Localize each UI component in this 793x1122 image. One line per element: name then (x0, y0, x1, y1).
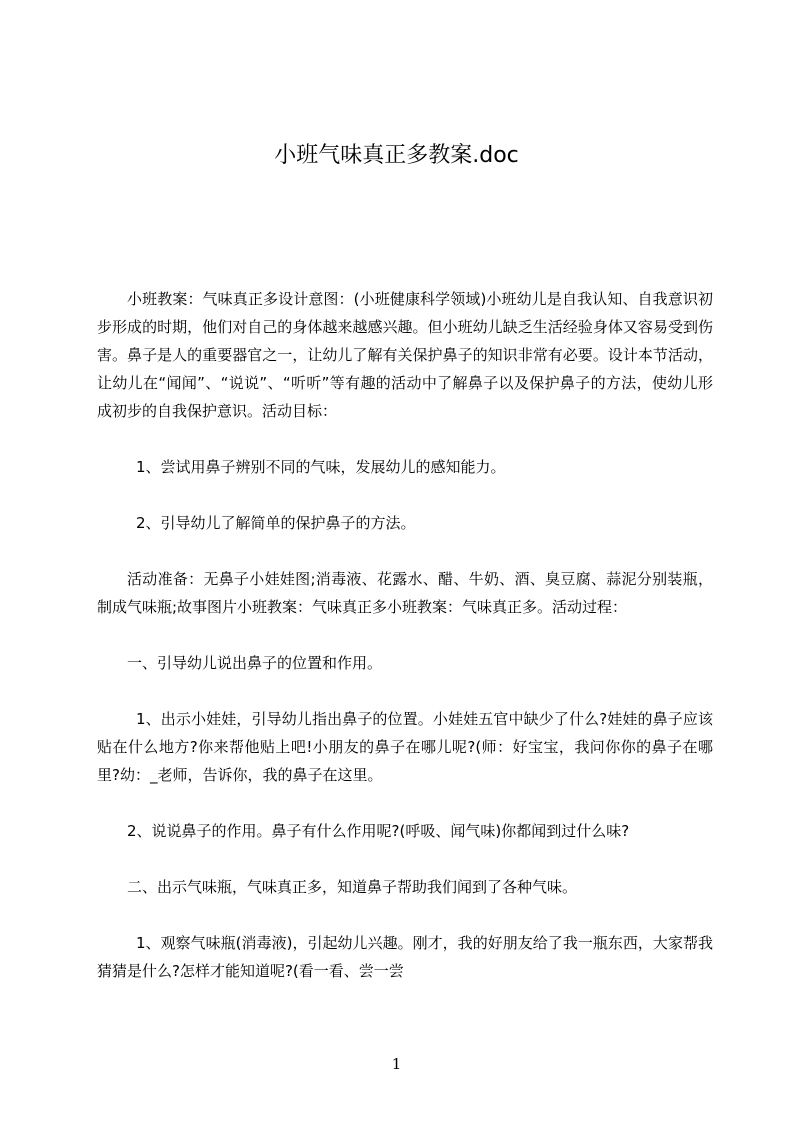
document-title: 小班气味真正多教案.doc (274, 143, 519, 168)
paragraph-section-1: 一、引导幼儿说出鼻子的位置和作用。 (127, 654, 383, 672)
page-number: 1 (391, 1055, 402, 1073)
paragraph-section-2: 二、出示气味瓶，气味真正多，知道鼻子帮助我们闻到了各种气味。 (127, 878, 578, 896)
paragraph-step-1-2: 2、说说鼻子的作用。鼻子有什么作用呢?(呼吸、闻气味)你都闻到过什么味? (127, 822, 630, 840)
paragraph-goal-1: 1、尝试用鼻子辨别不同的气味，发展幼儿的感知能力。 (136, 458, 506, 476)
document-body (97, 285, 713, 985)
paragraph-intro: 小班教案：气味真正多设计意图：(小班健康科学领域)小班幼儿是自我认知、自我意识初步形成的时期，他们对自己的身体越来越感兴趣。但小班幼儿缺乏生活经验身体又容易受到伤害。鼻子是人的重要器官之一，让幼儿了解有关保护鼻子的知识非常有必要。设计本节活动，让幼儿在“闻闻”、“说说”、“听听”等有趣的活动中了解鼻子以及保护鼻子的方法，使幼儿形成初步的自我保护意识。活动目标： (97, 290, 713, 420)
paragraph-preparation: 活动准备：无鼻子小娃娃图;消毒液、花露水、醋、牛奶、酒、臭豆腐、蒜泥分别装瓶，制成气味瓶;故事图片小班教案：气味真正多小班教案：气味真正多。活动过程： (97, 570, 713, 616)
paragraph-step-1-1: 1、出示小娃娃，引导幼儿指出鼻子的位置。小娃娃五官中缺少了什么?娃娃的鼻子应该贴在什么地方?你来帮他贴上吧!小朋友的鼻子在哪儿呢?(师：好宝宝，我问你你的鼻子在哪里?幼：_老师，告诉你，我的鼻子在这里。 (97, 710, 713, 784)
paragraph-goal-2: 2、引导幼儿了解简单的保护鼻子的方法。 (136, 514, 416, 532)
paragraph-step-2-1: 1、观察气味瓶(消毒液)，引起幼儿兴趣。刚才，我的好朋友给了我一瓶东西，大家帮我猜猜是什么?怎样才能知道呢?(看一看、尝一尝 (97, 934, 713, 980)
